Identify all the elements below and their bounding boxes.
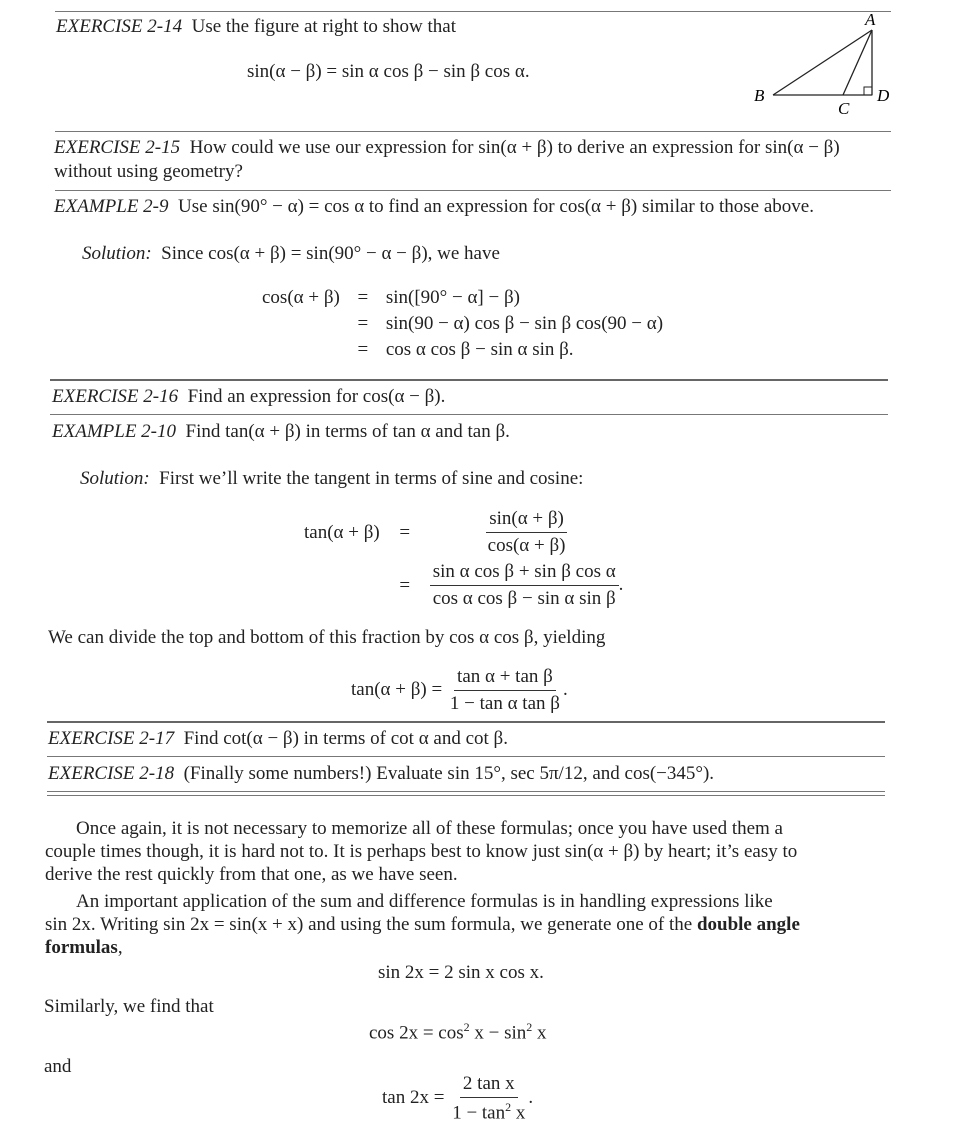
tan-sum-derivation <box>304 508 623 610</box>
exercise-text-line2: without using geometry? <box>54 161 243 182</box>
solution-text: First we’ll write the tangent in terms of sine and cosine: <box>159 468 584 489</box>
paragraph-2-line1: An important application of the sum and difference formulas is in handling expressions like <box>76 891 773 912</box>
divide-text: We can divide the top and bottom of this fraction by cos α cos β, yielding <box>48 627 606 648</box>
equation-sin-difference: sin(α − β) = sin α cos β − sin β cos α. <box>247 61 530 82</box>
solution-label: Solution: <box>80 468 150 489</box>
paragraph-1-line3: derive the rest quickly from that one, as we have seen. <box>45 864 458 885</box>
example-text: Find tan(α + β) in terms of tan α and tan β. <box>185 421 510 442</box>
equation-rhs: cos α cos β − sin α sin β. <box>385 339 574 360</box>
example-text: Use sin(90° − α) = cos α to find an expression for cos(α + β) similar to those above. <box>178 196 814 217</box>
equals-sign: = <box>357 313 369 334</box>
double-rule-bottom <box>47 795 885 796</box>
solution-label: Solution: <box>82 243 152 264</box>
vertex-d-label: D <box>877 86 890 105</box>
example-label: EXAMPLE 2-9 <box>54 196 169 217</box>
triangle-figure <box>748 8 898 118</box>
exercise-2-18 <box>48 763 714 785</box>
paragraph-2-line2: sin 2x. Writing sin 2x = sin(x + x) and using the sum formula, we generate one of the double angle <box>45 914 800 935</box>
equals-sign: = <box>399 574 411 596</box>
exercise-text: Use the figure at right to show that <box>191 16 456 37</box>
term-double-angle: double angle <box>696 914 800 935</box>
vertex-c-label: C <box>838 99 850 118</box>
exercise-label: EXERCISE 2-18 <box>48 763 175 784</box>
divider <box>55 131 891 132</box>
equation-sin-2x: sin 2x = 2 sin x cos x. <box>378 962 544 983</box>
fraction: $\frac{\sin(\alpha + \beta)}{\cos(\alpha + \beta)}$ <box>487 508 566 556</box>
exercise-2-14 <box>56 16 456 38</box>
fraction-with-period: $\frac{\text{sin α cos β + sin β cos α}}{\text{cos α cos β − sin α sin β}}$ . <box>430 561 624 610</box>
divider <box>50 379 888 381</box>
vertex-a-label: A <box>865 10 876 29</box>
exercise-text: How could we use our expression for sin(α + β) to derive an expression for sin(α − β) <box>189 137 840 158</box>
equation-lhs: tan(α + β) <box>304 521 380 543</box>
divider <box>47 721 885 723</box>
exercise-text: Find cot(α − β) in terms of cot α and cot β. <box>183 728 508 749</box>
example-2-9 <box>54 196 814 218</box>
vertex-b-label: B <box>754 86 765 105</box>
divider <box>55 190 891 191</box>
similarly-text: Similarly, we find that <box>44 996 214 1017</box>
exercise-text: Find an expression for cos(α − β). <box>187 386 446 407</box>
paragraph-1-line2: couple times though, it is hard not to. It is perhaps best to know just sin(α + β) by heart; it’s easy to <box>45 841 798 862</box>
divider <box>47 756 885 757</box>
term-formulas: formulas <box>45 937 118 958</box>
solution-intro <box>80 468 583 490</box>
equals-sign: = <box>357 339 369 360</box>
solution-text: Since cos(α + β) = sin(90° − α − β), we have <box>161 243 500 264</box>
exercise-label: EXERCISE 2-17 <box>48 728 175 749</box>
equation-cos-2x: $\cos 2x = \cos^2 x - \sin^2 x$ <box>369 1020 547 1044</box>
equals-sign: = <box>357 287 369 308</box>
tan-sum-result: tan(α + β) = $\frac{\text{tan α + tan β}}{\text{1 − tan α tan β}}$ . <box>351 666 568 714</box>
equation-lhs: cos(α + β) <box>262 287 340 308</box>
paragraph-1-line1: Once again, it is not necessary to memorize all of these formulas; once you have used them a <box>76 818 783 839</box>
double-rule-top <box>47 791 885 792</box>
divider <box>50 414 888 415</box>
equation-rhs: sin([90° − α] − β) <box>385 287 520 308</box>
example-label: EXAMPLE 2-10 <box>52 421 177 442</box>
exercise-2-15 <box>54 137 840 159</box>
paragraph-2-line3: formulas, <box>45 937 123 958</box>
exercise-2-16 <box>52 386 445 408</box>
solution-intro <box>82 243 500 265</box>
exercise-label: EXERCISE 2-14 <box>56 16 183 37</box>
equals-sign: = <box>399 521 411 543</box>
exercise-label: EXERCISE 2-15 <box>54 137 181 158</box>
exercise-text: (Finally some numbers!) Evaluate sin 15°, sec 5π/12, and cos(−345°). <box>183 763 715 784</box>
exercise-2-17 <box>48 728 508 750</box>
exercise-label: EXERCISE 2-16 <box>52 386 179 407</box>
equation-rhs: sin(90 − α) cos β − sin β cos(90 − α) <box>385 313 664 334</box>
example-2-10 <box>52 421 510 443</box>
equation-tan-2x: tan 2x = $\frac{\text{2 tan x}}{1 - \tan^2 x}$ . <box>382 1073 534 1124</box>
cos-sum-derivation <box>262 287 663 361</box>
and-text: and <box>44 1056 72 1077</box>
